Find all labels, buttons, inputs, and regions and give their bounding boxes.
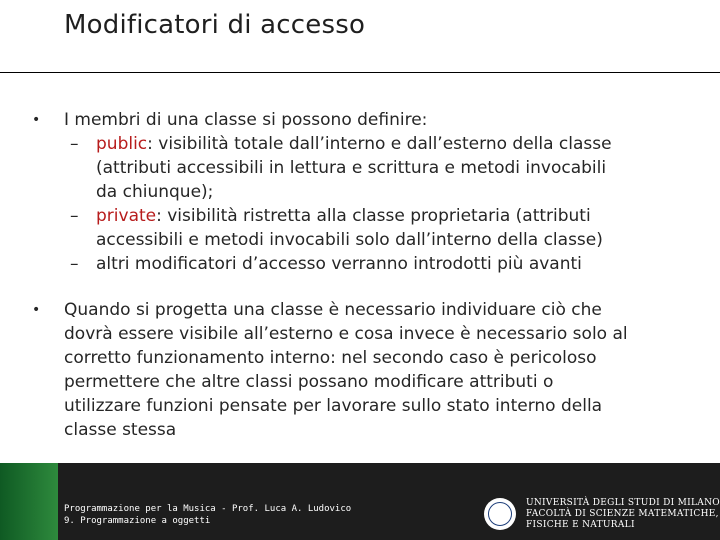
dash-icon: – [70,206,79,226]
sub-bullet-private [30,204,700,252]
keyword-public: public [96,134,148,154]
bullet-item [30,108,700,132]
sub-bullet-other [30,252,700,276]
dash-icon: – [70,134,79,154]
university-line: UNIVERSITÀ DEGLI STUDI DI MILANO [526,498,720,508]
university-seal-icon [484,498,516,530]
bullet-item [30,298,700,442]
sub-bullet-text: altri modificatori d’accesso verranno introdotti più avanti [96,254,582,274]
course-name: Programmazione per la Musica - Prof. Luca A. Ludovico [64,504,352,514]
keyword-private: private [96,206,157,226]
bullet-text: utilizzare funzioni pensate per lavorare sullo stato interno della [64,396,603,416]
sub-bullet-text: da chiunque); [96,182,214,202]
bullet-icon: • [32,302,41,318]
university-line: FISICHE E NATURALI [526,520,635,530]
bullet-text: classe stessa [64,420,177,440]
bullet-text: I membri di una classe si possono definire: [64,110,428,130]
bullet-text: permettere che altre classi possano modificare attributi o [64,372,554,392]
sub-bullet-public [30,132,700,204]
title-divider [0,72,720,73]
bullet-text: corretto funzionamento interno: nel secondo caso è pericoloso [64,348,597,368]
spacer [30,276,700,298]
university-name [526,498,720,531]
sub-bullet-text: accessibili e metodi invocabili solo dall’interno della classe) [96,230,603,250]
sub-bullet-text: : visibilità totale dall’interno e dall’esterno della classe [147,134,612,154]
university-line: FACOLTÀ DI SCIENZE MATEMATICHE, [526,509,719,519]
bullet-text: Quando si progetta una classe è necessario individuare ciò che [64,300,602,320]
footer-accent [0,463,58,540]
sub-bullet-text: (attributi accessibili in lettura e scrittura e metodi invocabili [96,158,607,178]
dash-icon: – [70,254,79,274]
slide-title: Modificatori di accesso [64,10,366,40]
bullet-text: dovrà essere visibile all’esterno e cosa invece è necessario solo al [64,324,628,344]
bullet-icon: • [32,112,41,128]
lesson-name: 9. Programmazione a oggetti [64,516,211,526]
slide-content [30,108,700,442]
seal-ring [488,502,512,526]
footer-caption [64,503,351,527]
sub-bullet-text: : visibilità ristretta alla classe proprietaria (attributi [156,206,591,226]
